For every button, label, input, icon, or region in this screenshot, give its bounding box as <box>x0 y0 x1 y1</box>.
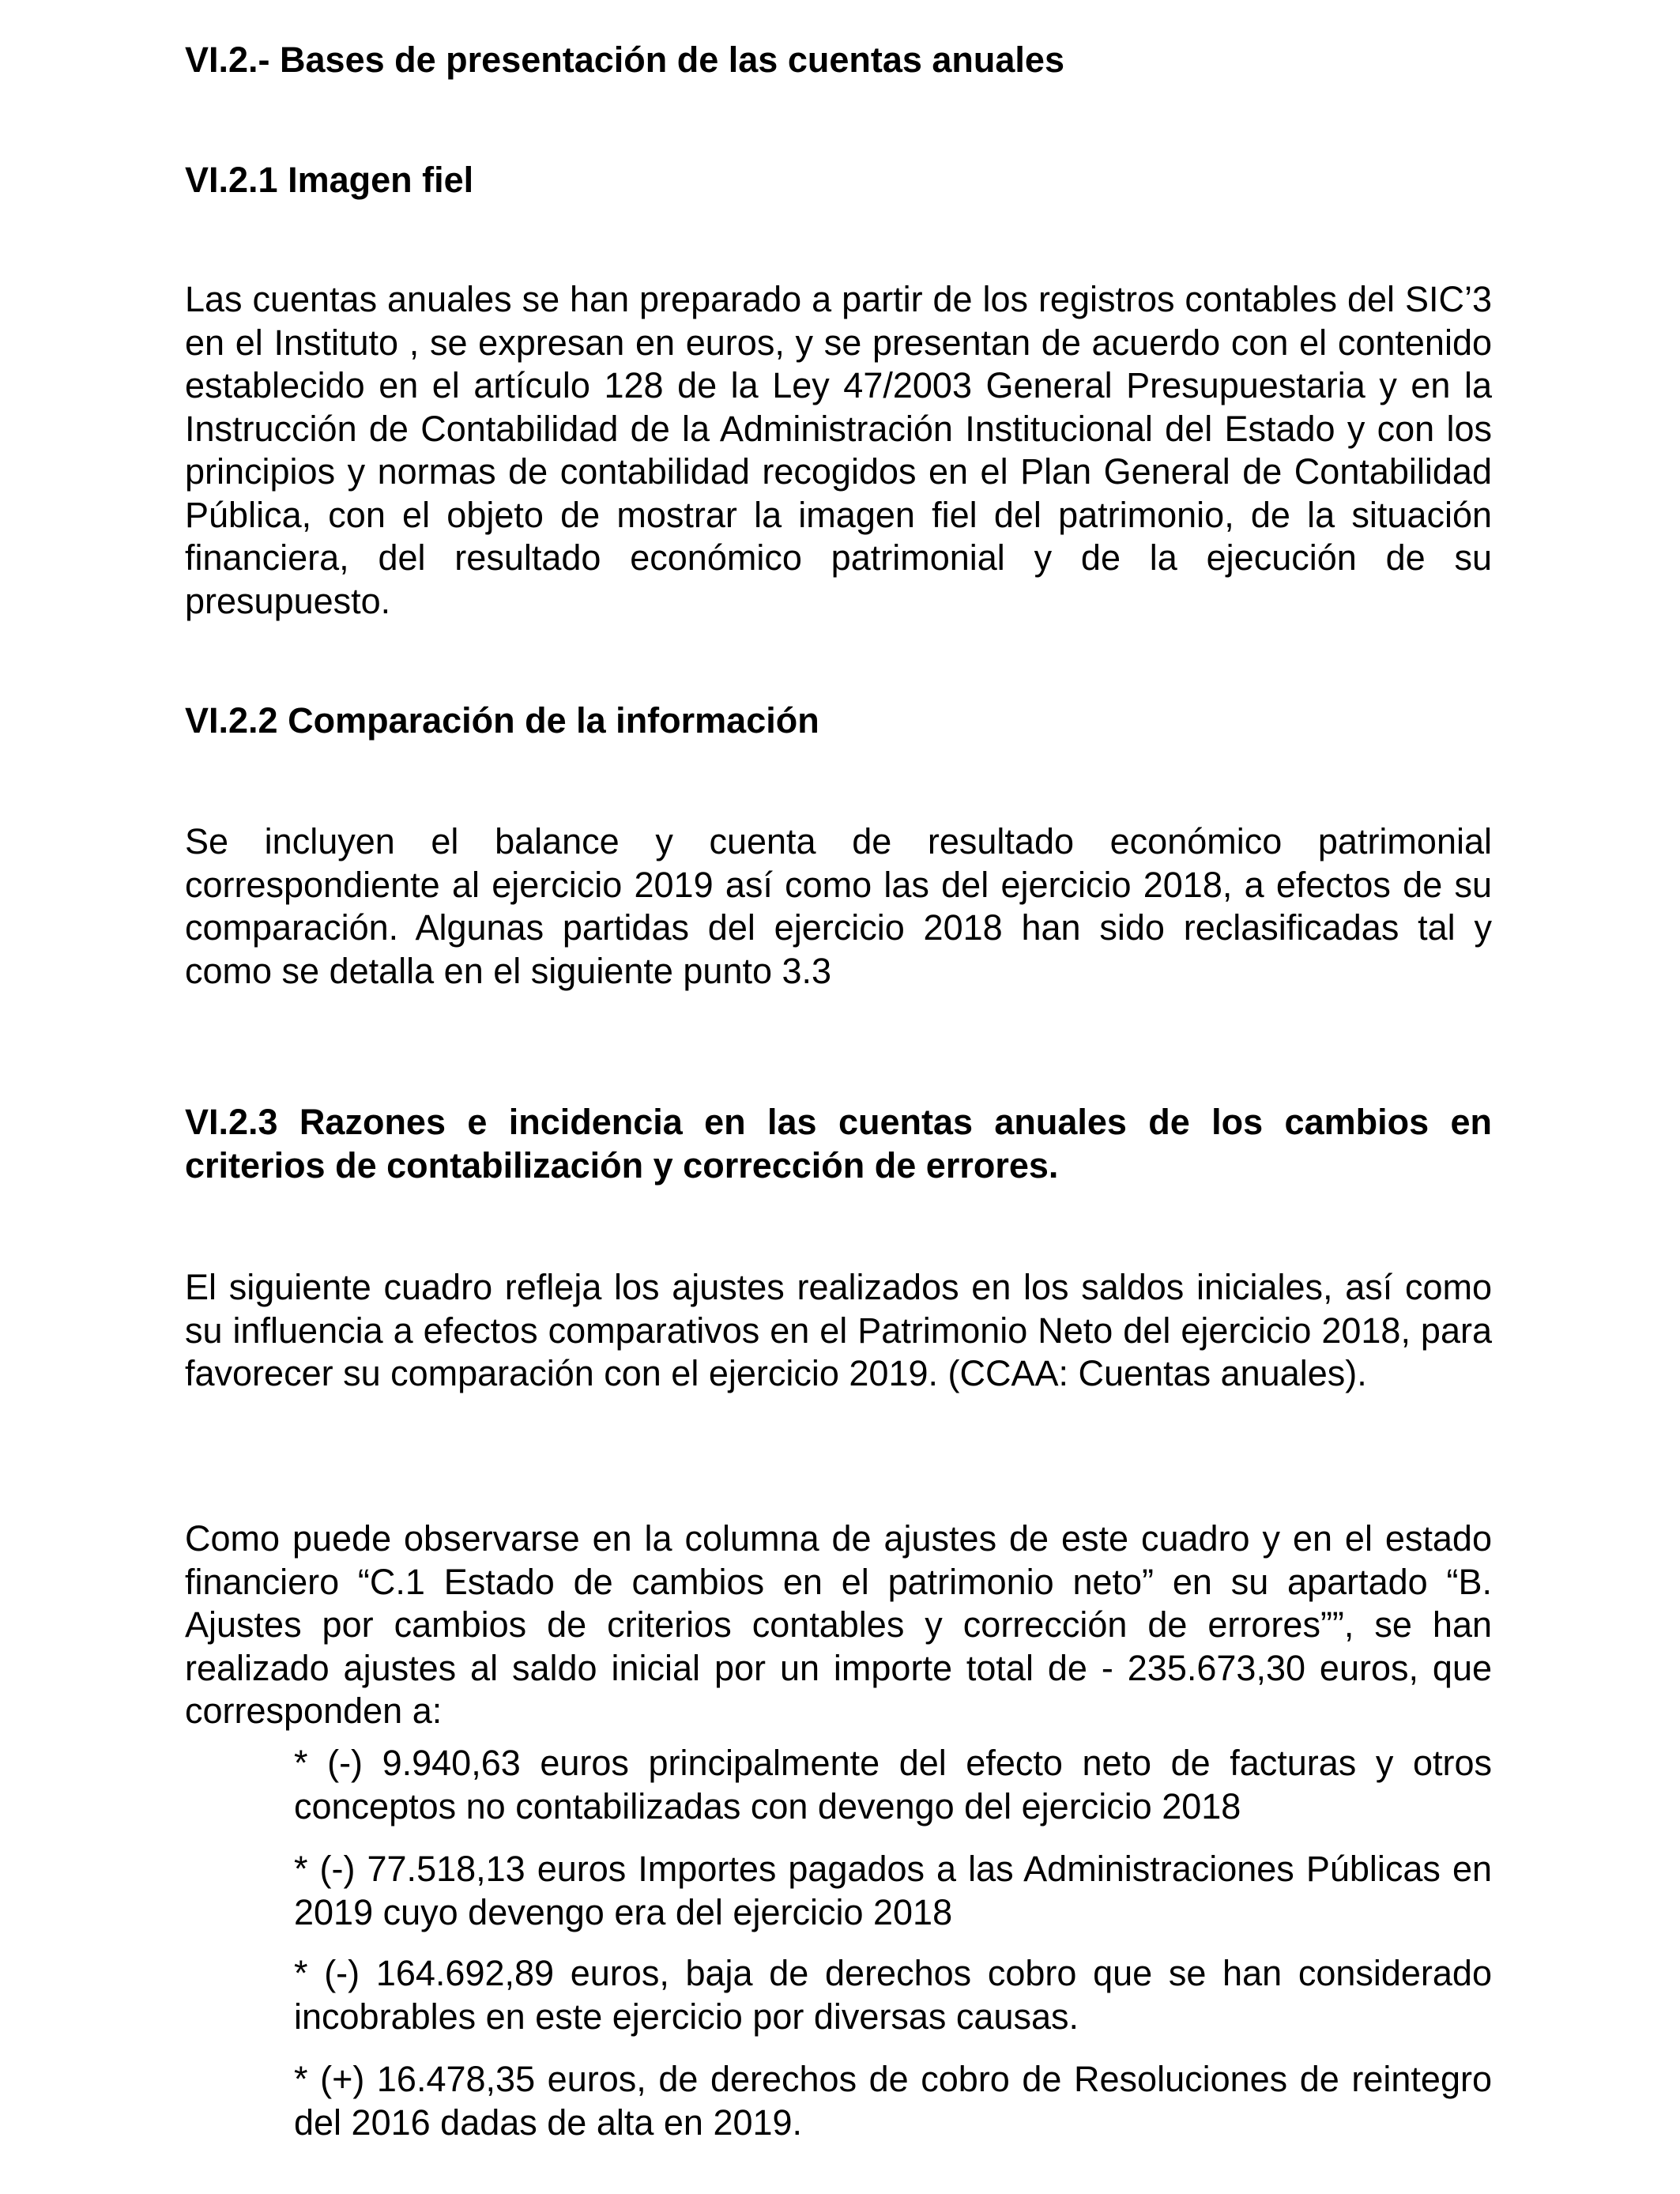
paragraph-ajustes-saldo: Como puede observarse en la columna de ajustes de este cuadro y en el estado financiero “C.1 Estado de cambios en el patrimonio neto” en su apartado “B. Ajustes por cambios de criterios contables y corrección de errores””, se han realizado ajustes al saldo inicial por un importe total de - 235.673,30 euros, que corresponden a: <box>185 1518 1492 1731</box>
section-heading-bases: VI.2.- Bases de presentación de las cuentas anuales <box>185 40 1064 80</box>
list-item-bullet-4: * (+) 16.478,35 euros, de derechos de cobro de Resoluciones de reintegro del 2016 dadas de alta en 2019. <box>294 2059 1492 2143</box>
paragraph-cuadro-ajustes: El siguiente cuadro refleja los ajustes realizados en los saldos iniciales, así como su influencia a efectos comparativos en el Patrimonio Neto del ejercicio 2018, para favorecer su comparación con el ejercicio 2019. (CCAA: Cuentas anuales). <box>185 1267 1492 1393</box>
list-item-bullet-2: * (-) 77.518,13 euros Importes pagados a las Administraciones Públicas en 2019 cuyo devengo era del ejercicio 2018 <box>294 1849 1492 1932</box>
list-item-bullet-1: * (-) 9.940,63 euros principalmente del efecto neto de facturas y otros conceptos no contabilizadas con devengo del ejercicio 2018 <box>294 1743 1492 1826</box>
paragraph-comparacion: Se incluyen el balance y cuenta de resultado económico patrimonial correspondiente al ejercicio 2019 así como las del ejercicio 2018, a efectos de su comparación. Algunas partidas del ejercicio 2018 han sido reclasificadas tal y como se detalla en el siguiente punto 3.3 <box>185 821 1492 991</box>
list-item-bullet-3: * (-) 164.692,89 euros, baja de derechos cobro que se han considerado incobrables en este ejercicio por diversas causas. <box>294 1953 1492 2037</box>
section-heading-imagen-fiel: VI.2.1 Imagen fiel <box>185 160 474 200</box>
section-heading-comparacion: VI.2.2 Comparación de la información <box>185 700 819 741</box>
paragraph-imagen-fiel: Las cuentas anuales se han preparado a partir de los registros contables del SIC’3 en el Instituto , se expresan en euros, y se presentan de acuerdo con el contenido establecido en el artículo 128 de la Ley 47/2003 General Presupuestaria y en la Instrucción de Contabilidad de la Administración Institucional del Estado y con los principios y normas de contabilidad recogidos en el Plan General de Contabilidad Pública, con el objeto de mostrar la imagen fiel del patrimonio, de la situación financiera, del resultado económico patrimonial y de la ejecución de su presupuesto. <box>185 279 1492 621</box>
section-heading-razones: VI.2.3 Razones e incidencia en las cuentas anuales de los cambios en criterios de contabilización y corrección de errores. <box>185 1102 1492 1186</box>
